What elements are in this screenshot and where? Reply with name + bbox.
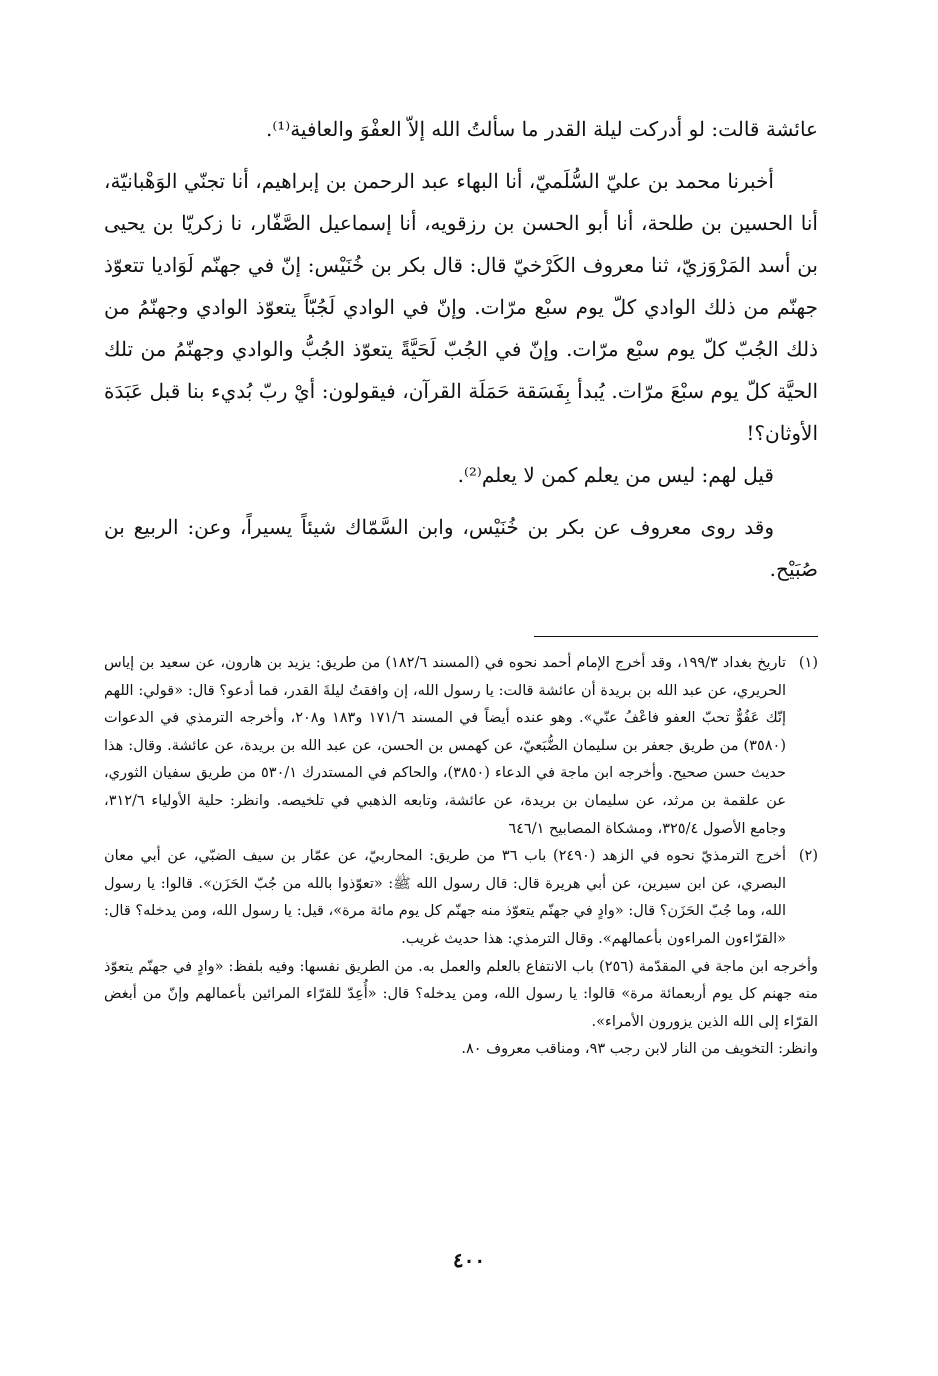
footnote-2-continuation: وأخرجه ابن ماجة في المقدّمة (٢٥٦) باب الانتفاع بالعلم والعمل به. من الطريق نفسها: وفيه بلفظ: «وادٍ في جهنّم يتعوّذ منه جهنم كل يوم أربعمائة مرة» قالوا: يا رسول الله، ومن يدخله؟ قال: «أُعِدّ للقرّاء المرائين بأعمالهم وإنّ من أبغض القرّاء إلى الله الذين يزورون الأمراء». [104, 958, 818, 1030]
footnote-separator [534, 636, 818, 637]
footnote-2 [104, 843, 818, 953]
page-number: ٤٠٠ [452, 1248, 486, 1272]
main-paragraph-4: وقد روى معروف عن بكر بن خُنَيْس، وابن السَّمّاك شيئاً يسيراً، وعن: الربيع بن صُبَيْح. [104, 515, 818, 581]
main-paragraph-3: قيل لهم: ليس من يعلم كمن لا يعلم⁽²⁾. [457, 463, 774, 487]
footnote-2-see-also: وانظر: التخويف من النار لابن رجب ٩٣، ومناقب معروف ٨٠. [461, 1041, 818, 1058]
main-paragraph-2: أخبرنا محمد بن عليّ السُّلَميّ، أنا البهاء عبد الرحمن بن إبراهيم، أنا تجنّي الوَهْبانيّة، أنا الحسين بن طلحة، أنا أبو الحسن بن رزقويه، أنا إسماعيل الصَّفّار، نا زكريّا بن يحيى بن أسد المَرْوَزيّ، ثنا معروف الكَرْخيّ قال: قال بكر بن خُنَيْس: إنّ في جهنّم لَوَاديا تتعوّذ جهنّم من ذلك الوادي كلّ يوم سبْع مرّات. وإنّ في الوادي لَجُبّاً يتعوّذ الوادي وجهنّمُ من ذلك الجُبّ كلّ يوم سبْع مرّات. وإنّ في الجُبّ لَحَيَّةً يتعوّذ الجُبُّ والوادي وجهنّمُ من تلك الحيَّة كلّ يوم سبْعَ مرّات. يُبدأ بِفَسَقة حَمَلَة القرآن، فيقولون: أيْ ربّ بُديء بنا قبل عَبَدَة الأوثان؟! [104, 169, 818, 445]
footnote-1-number: (١) [798, 655, 818, 671]
main-paragraph-1: عائشة قالت: لو أدركت ليلة القدر ما سألتُ الله إلاّ العفْوَ والعافية⁽¹⁾. [265, 117, 818, 141]
footnotes [104, 650, 818, 1064]
footnote-2-text: أخرج الترمذيّ نحوه في الزهد (٢٤٩٠) باب ٣٦ من طريق: المحاربيّ، عن عمّار بن سيف الضبّي، عن أبي معان البصري، عن ابن سيرين، عن أبي هريرة قال: قال رسول الله ﷺ: «تعوّذوا بالله من جُبّ الحَزَن». قالوا: يا رسول الله، وما جُبّ الحَزَن؟ قال: «وادٍ في جهنّم يتعوّذ منه جهنّم كل يوم مائة مرة»، قيل: يا رسول الله، ومن يدخله؟ قال: «القرّاءون المراءون بأعمالهم». وقال الترمذي: هذا حديث غريب. [104, 848, 786, 947]
main-text [104, 108, 818, 590]
footnote-1 [104, 650, 818, 843]
footnote-2-number: (٢) [798, 848, 818, 865]
footnote-1-text: تاريخ بغداد ١٩٩/٣، وقد أخرج الإمام أحمد نحوه في (المسند ١٨٢/٦) من طريق: يزيد بن هارون، عن سعيد بن إياس الحريري، عن عبد الله بن بريدة أن عائشة قالت: يا رسول الله، إن وافقتُ ليلةَ القدر، فما أدعو؟ قال: «قولي: اللهم إنّك عَفُوٌّ تحبّ العفو فاعْفُ عنّي». وهو عنده أيضاً في المسند ١٧١/٦ و١٨٣ و٢٠٨، وأخرجه الترمذي في الدعوات (٣٥٨٠) من طريق جعفر بن سليمان الضُّبَعيّ، عن كهمس بن الحسن، عن عبد الله بن بريدة، عن عائشة. وقال: هذا حديث حسن صحيح. وأخرجه ابن ماجة في الدعاء (٣٨٥٠)، والحاكم في المستدرك ٥٣٠/١ من طريق سفيان الثوري، عن علقمة بن مرثد، عن سليمان بن بريدة، عن عائشة، وتابعه الذهبي في تلخيصه. وانظر: حلية الأولياء ٣١٢/٦، وجامع الأصول ٣٢٥/٤، ومشكاة المصابيح ٦٤٦/١ [104, 655, 787, 837]
